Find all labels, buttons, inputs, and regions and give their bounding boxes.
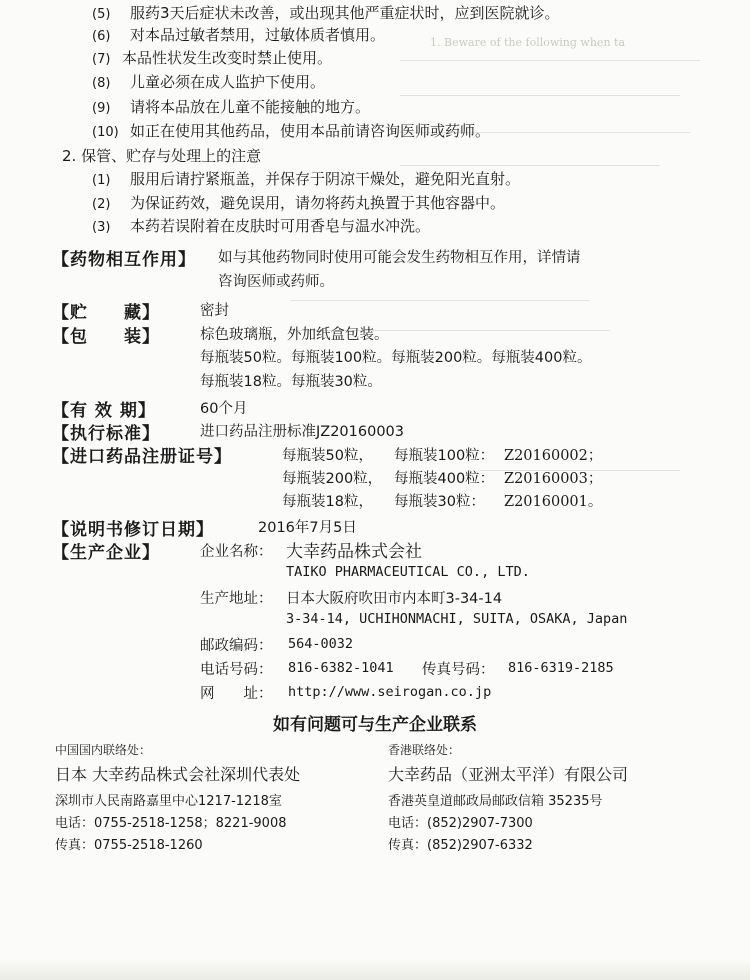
- revision-label: 【说明书修订日期】: [52, 520, 214, 540]
- registration-row: [282, 467, 602, 488]
- storage-label: 【贮 藏】: [52, 303, 160, 323]
- company-name-cn: 大幸药品株式会社: [286, 542, 422, 562]
- note-text: 请将本品放在儿童不能接触的地方。: [130, 98, 371, 116]
- web-label: 网 址：: [200, 686, 273, 702]
- cn-contact-tel: 电话：0755-2518-1258；8221-9008: [55, 816, 287, 831]
- bleed-through-text: 1. Beware of the following when ta: [430, 36, 626, 49]
- contact-title: 如有问题可与生产企业联系: [273, 715, 477, 735]
- section-title: 2. 保管、贮存与处理上的注意: [62, 147, 262, 165]
- bleed-line: [400, 165, 660, 166]
- cn-contact-fax: 传真：0755-2518-1260: [55, 838, 203, 853]
- package-text: 每瓶装18粒。每瓶装30粒。: [200, 374, 382, 390]
- bleed-line: [400, 95, 680, 96]
- zip-value: 564-0032: [288, 636, 354, 652]
- reg-code: Z20160002；: [504, 448, 603, 464]
- revision-value: 2016年7月5日: [258, 520, 357, 536]
- storage-item: [92, 215, 430, 236]
- reg-code: Z20160003；: [504, 471, 603, 487]
- reg-pack: 每瓶装100粒：: [394, 448, 495, 464]
- item-number: (3): [92, 220, 111, 235]
- note-number: (8): [92, 76, 111, 91]
- package-label: 【包 装】: [52, 327, 160, 347]
- manufacturer-label: 【生产企业】: [52, 543, 160, 563]
- item-text: 服用后请拧紧瓶盖，并保存于阴凉干燥处，避免阳光直射。: [130, 170, 521, 188]
- hk-contact-heading: 香港联络处：: [388, 743, 461, 757]
- note-item: [92, 71, 325, 92]
- bleed-line: [290, 300, 590, 301]
- address-cn: 日本大阪府吹田市内本町3-34-14: [286, 591, 503, 607]
- standard-value: 进口药品注册标准JZ20160003: [200, 424, 405, 440]
- standard-label: 【执行标准】: [52, 424, 160, 444]
- note-text: 本品性状发生改变时禁止使用。: [122, 49, 333, 67]
- company-name-en: TAIKO PHARMACEUTICAL CO., LTD.: [286, 564, 530, 580]
- interactions-text: 咨询医师或药师。: [218, 274, 334, 290]
- storage-item: [92, 168, 520, 189]
- note-text: 儿童必须在成人监护下使用。: [130, 73, 326, 91]
- validity-value: 60个月: [200, 401, 248, 417]
- hk-contact-tel: 电话：(852)2907-7300: [388, 816, 533, 831]
- page-bottom-edge: [0, 958, 750, 980]
- interactions-text: 如与其他药物同时使用可能会发生药物相互作用，详情请: [218, 250, 581, 266]
- note-item: [92, 24, 385, 45]
- hk-contact-fax: 传真：(852)2907-6332: [388, 838, 533, 853]
- reg-code: Z20160001。: [504, 494, 603, 510]
- item-number: (1): [92, 173, 111, 188]
- package-text: 每瓶装50粒。每瓶装100粒。每瓶装200粒。每瓶装400粒。: [200, 350, 592, 366]
- reg-pack: 每瓶装18粒，: [282, 494, 373, 510]
- web-value: http://www.seirogan.co.jp: [288, 684, 492, 700]
- note-text: 如正在使用其他药品，使用本品前请咨询医师或药师。: [130, 122, 491, 140]
- note-item: [92, 47, 332, 68]
- cn-contact-address: 深圳市人民南路嘉里中心1217-1218室: [55, 794, 282, 809]
- validity-label: 【有 效 期】: [52, 401, 156, 421]
- tel-value: 816-6382-1041: [288, 660, 394, 676]
- cn-contact-heading: 中国国内联络处：: [55, 743, 152, 757]
- reg-pack: 每瓶装30粒：: [394, 494, 485, 510]
- registration-row: [282, 490, 602, 511]
- interactions-label: 【药物相互作用】: [52, 250, 196, 270]
- address-label: 生产地址：: [200, 591, 273, 607]
- company-name-label: 企业名称：: [200, 544, 273, 560]
- item-number: (2): [92, 197, 111, 212]
- address-en: 3-34-14, UCHIHONMACHI, SUITA, OSAKA, Japan: [286, 611, 628, 627]
- registration-row: [282, 444, 602, 465]
- storage-value: 密封: [200, 303, 229, 319]
- note-number: (5): [92, 7, 111, 22]
- note-number: (7): [92, 52, 111, 67]
- note-item: [92, 96, 370, 117]
- fax-value: 816-6319-2185: [508, 660, 614, 676]
- bleed-line: [400, 60, 700, 61]
- cn-contact-company: 日本 大幸药品株式会社深圳代表处: [55, 765, 301, 784]
- note-item: [92, 2, 560, 23]
- reg-pack: 每瓶装400粒：: [394, 471, 495, 487]
- note-text: 服药3天后症状未改善，或出现其他严重症状时，应到医院就诊。: [130, 4, 560, 22]
- fax-label: 传真号码：: [422, 662, 495, 678]
- hk-contact-company: 大幸药品（亚洲太平洋）有限公司: [388, 765, 629, 784]
- item-text: 为保证药效，避免误用，请勿将药丸换置于其他容器中。: [130, 194, 506, 212]
- note-number: (10): [92, 125, 119, 140]
- hk-contact-address: 香港英皇道邮政局邮政信箱 35235号: [388, 794, 603, 809]
- storage-item: [92, 192, 505, 213]
- zip-label: 邮政编码：: [200, 638, 273, 654]
- reg-pack: 每瓶装50粒，: [282, 448, 373, 464]
- note-number: (6): [92, 29, 111, 44]
- item-text: 本药若误附着在皮肤时可用香皂与温水冲洗。: [130, 217, 431, 235]
- note-text: 对本品过敏者禁用，过敏体质者慎用。: [130, 26, 386, 44]
- reg-pack: 每瓶装200粒，: [282, 471, 383, 487]
- package-text: 棕色玻璃瓶，外加纸盒包装。: [200, 327, 389, 343]
- note-number: (9): [92, 101, 111, 116]
- tel-label: 电话号码：: [200, 662, 273, 678]
- registration-label: 【进口药品注册证号】: [52, 447, 232, 467]
- note-item: [92, 120, 490, 141]
